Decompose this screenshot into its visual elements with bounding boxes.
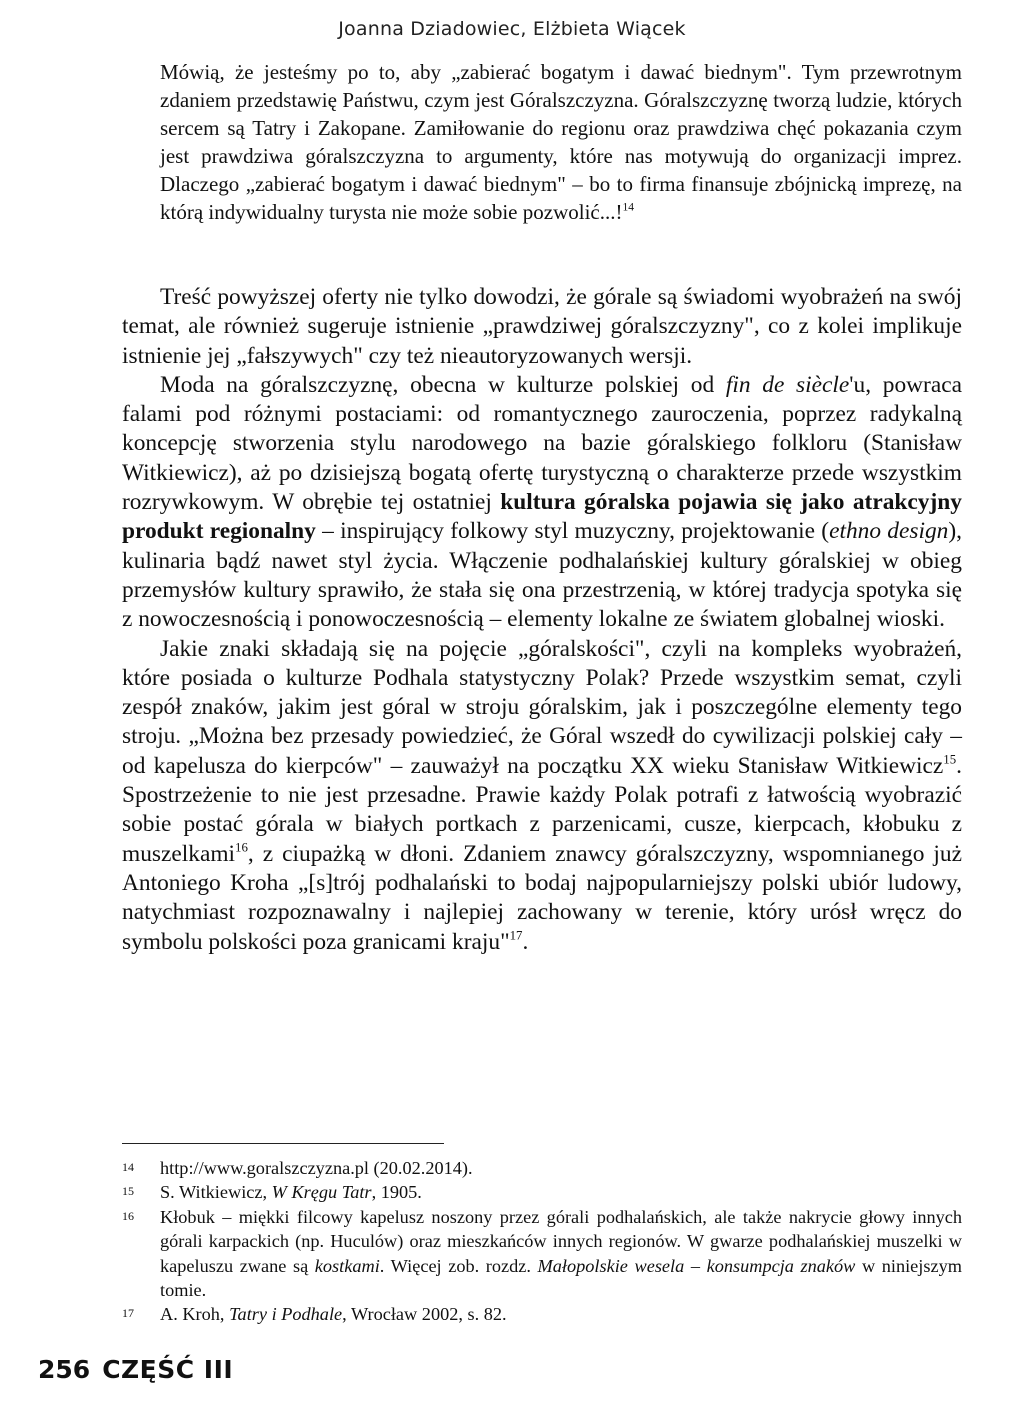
p2-text-a: Moda na góralszczyznę, obecna w kulturze polskiej od <box>160 371 726 398</box>
fn16-text-a: Kłobuk – miękki filcowy kapelusz noszony przez górali podhalańskich, ale także nakrycie głowy innych górali karpackich (np. Huculów) oraz mieszkańców innych regionów. W gwarze podhalańskiej muszelki w kapeluszu zwane są <box>160 1206 962 1276</box>
fn15-title: W Kręgu Tatr <box>271 1182 372 1203</box>
footnote-text <box>160 1302 962 1326</box>
page-number: 256 <box>38 1355 91 1384</box>
p3-text-d: . <box>522 928 529 955</box>
footnote-ref-16[interactable]: 16 <box>235 840 248 854</box>
footnote-15 <box>122 1180 962 1204</box>
fn16-italic-kostkami: kostkami <box>314 1255 380 1276</box>
paragraph-1: Treść powyższej oferty nie tylko dowodzi, że górale są świadomi wyobrażeń na swój temat, ale również sugeruje istnienie „prawdziwej góralszczyzny", co z kolei implikuje istnienie jej „fałszywych" czy też nieautoryzowanych wersji. <box>122 284 962 369</box>
p2-bold-phrase: kultura góralska pojawia się jako atrakcyjny produkt regionalny <box>122 489 962 545</box>
p3-text-b: . Spostrzeżenie to nie jest przesadne. Prawie każdy Polak potrafi z łatwością wyobrazić sobie postać górala w białych portkach z parzenicami, cusze, kierpcach, kłobuku z muszelkami <box>122 752 962 867</box>
fn16-text-b: . Więcej zob. rozdz. <box>379 1255 538 1276</box>
quote-text: Mówią, że jesteśmy po to, aby „zabierać bogatym i dawać biednym". Tym przewrotnym zdaniem przedstawię Państwu, czym jest Góralszczyzna. Góralszczyznę tworzą ludzie, których sercem są Tatry i Zakopane. Zamiłowanie do regionu oraz prawdziwa chęć pokazania czym jest prawdziwa góralszczyzna to argumenty, które nas motywują do organizacji imprez. Dlaczego „zabierać bogatym i dawać biednym" – bo to firma finansuje zbójnicką imprezę, na którą indywidualny turysta nie może sobie pozwolić...! <box>160 60 962 224</box>
p3-text-c: , z ciupażką w dłoni. Zdaniem znawcy góralszczyzny, wspomnianego już Antoniego Kroha „[s]trój podhalański to bodaj najpopularniejszy polski ubiór ludowy, natychmiast rozpoznawalny i najlepiej zachowany w terenie, który urósł wręcz do symbolu polskości poza granicami kraju" <box>122 840 962 955</box>
footnote-number: 15 <box>122 1184 134 1199</box>
paragraph-3 <box>122 635 962 957</box>
p2-text-b: 'u, powraca falami pod różnymi postaciami: od romantycznego zauroczenia, poprzez radykalną koncepcję stworzenia stylu narodowego na bazie góralskiego folkloru (Stanisław Witkiewicz), aż po dzisiejszą bogatą ofertę turystyczną o charakterze przede wszystkim rozrywkowym. W obrębie tej ostatniej <box>122 371 962 516</box>
footnote-number: 14 <box>122 1160 134 1174</box>
p2-text-c: – inspirujący folkowy styl muzyczny, projektowanie ( <box>315 518 830 545</box>
footnote-number: 17 <box>122 1306 134 1321</box>
footnote-text <box>160 1205 962 1303</box>
fn17-details: , Wrocław 2002, s. 82. <box>342 1304 507 1325</box>
p2-text-d: ), kulinaria bądź nawet styl życia. Włączenie podhalańskiej kultury góralskiej w obieg przemysłów kultury sprawiło, że stała się ona przestrzenią, w której tradycja spotyka się z nowoczesnością i ponowoczesnością – elementy lokalne ze światem globalnej wioski. <box>122 518 963 633</box>
fn15-author: S. Witkiewicz, <box>160 1182 272 1203</box>
p2-italic-fin-de-siecle: fin de siècle <box>725 371 850 398</box>
quote-paragraph <box>160 58 962 226</box>
quoted-offer <box>160 58 962 226</box>
footnote-16 <box>122 1205 962 1303</box>
footnote-text <box>160 1180 962 1204</box>
p3-text-a: Jakie znaki składają się na pojęcie „góralskości", czyli na kompleks wyobrażeń, które posiada o kulturze Podhala statystyczny Polak? Przede wszystkim semat, czyli zespół znaków, jakim jest góral w stroju góralskim, jak i poszczególne elementy tego stroju. „Można bez przesady powiedzieć, że Góral wszedł do cywilizacji polskiej cały – od kapelusza do kierpców" – zauważył na początku XX wieku Stanisław Witkiewicz <box>122 635 962 779</box>
part-label: CZĘŚĆ III <box>102 1355 234 1384</box>
page-footer <box>38 1355 233 1384</box>
footnotes <box>122 1156 962 1327</box>
footnote-separator <box>122 1143 444 1144</box>
footnote-17 <box>122 1302 962 1326</box>
running-head: Joanna Dziadowiec, Elżbieta Wiącek <box>338 18 686 40</box>
footnote-14 <box>122 1156 962 1180</box>
paragraph-2 <box>122 371 962 635</box>
fn17-title: Tatry i Podhale <box>229 1304 343 1325</box>
fn16-italic-chapter: Małopolskie wesela – konsumpcja znaków <box>537 1255 856 1276</box>
footnote-number: 16 <box>122 1208 134 1223</box>
fn15-year: , 1905. <box>371 1182 422 1203</box>
footnote-ref-14[interactable]: 14 <box>622 201 635 214</box>
fn16-text-c: w niniejszym tomie. <box>160 1255 962 1301</box>
footnote-ref-15[interactable]: 15 <box>943 752 957 767</box>
footnote-text[interactable]: http://www.goralszczyzna.pl (20.02.2014). <box>160 1158 473 1178</box>
main-text <box>122 283 962 957</box>
p2-italic-ethno-design: ethno design <box>829 518 949 545</box>
fn17-author: A. Kroh, <box>160 1304 230 1325</box>
footnote-ref-17[interactable]: 17 <box>509 927 523 942</box>
